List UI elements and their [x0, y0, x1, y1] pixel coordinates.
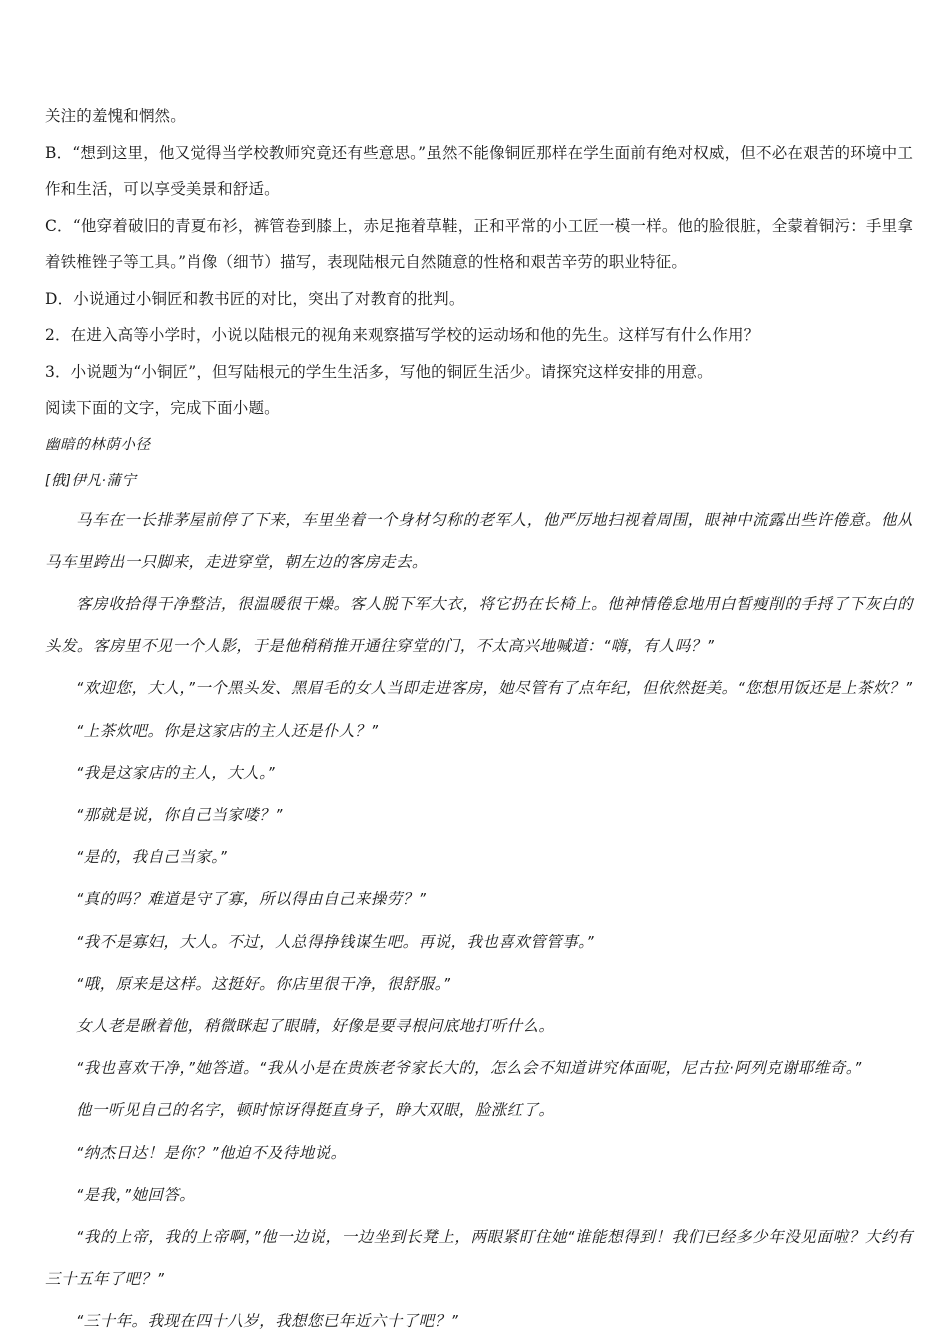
- objective-question-block: [45, 98, 913, 427]
- question-3: [45, 354, 913, 391]
- story-paragraph: “那就是说，你自己当家喽？”: [76, 805, 283, 824]
- option-b-label: B．: [45, 143, 73, 162]
- story-paragraph: “哦，原来是这样。这挺好。你店里很干净，很舒服。”: [76, 974, 451, 993]
- page-content: [45, 98, 913, 1343]
- story-paragraph: “上茶炊吧。你是这家店的主人还是仆人？”: [76, 721, 379, 740]
- question-2-number: 2．: [45, 326, 71, 344]
- question-3-number: 3．: [45, 362, 71, 381]
- story-body: [45, 499, 913, 1343]
- option-b: [45, 135, 913, 208]
- story-paragraph: 他一听见自己的名字，顿时惊讶得挺直身子，睁大双眼，脸涨红了。: [76, 1101, 555, 1120]
- story-paragraph: “是的，我自己当家。”: [76, 848, 228, 867]
- option-c-text: “他穿着破旧的青夏布衫，裤管卷到膝上，赤足拖着草鞋，正和平常的小工匠一模一样。他的脸很脏，全蒙着铜污：手里拿着铁椎锉子等工具。”肖像（细节）描写，表现陆根元自然随意的性格和艰苦辛劳的职业特征。: [45, 216, 913, 271]
- story-paragraph: “真的吗？难道是守了寡，所以得由自己来操劳？”: [76, 890, 427, 909]
- option-d-text: 小说通过小铜匠和教书匠的对比，突出了对教育的批判。: [73, 289, 465, 308]
- story-paragraph: 女人老是瞅着他，稍微眯起了眼睛，好像是要寻根问底地打听什么。: [76, 1016, 555, 1035]
- story-paragraph: 客房收拾得干净整洁，很温暖很干燥。客人脱下军大衣，将它扔在长椅上。他神情倦怠地用白皙瘦削的手捋了下灰白的头发。客房里不见一个人影，于是他稍稍推开通往穿堂的门，不太高兴地喊道：“嗨，有人吗？”: [45, 594, 913, 656]
- story-paragraph: “我不是寡妇，大人。不过，人总得挣钱谋生吧。再说，我也喜欢管管事。”: [76, 932, 594, 951]
- option-d-label: D．: [45, 289, 74, 308]
- story-paragraph: 马车在一长排茅屋前停了下来，车里坐着一个身材匀称的老军人，他严厉地扫视着周围，眼神中流露出些许倦意。他从马车里跨出一只脚来，走进穿堂，朝左边的客房走去。: [45, 510, 913, 571]
- story-paragraph: “是我，”她回答。: [76, 1185, 196, 1204]
- option-c-label: C．: [45, 216, 73, 235]
- story-paragraph: “欢迎您，大人，”一个黑头发、黑眉毛的女人当即走进客房，她尽管有了点年纪，但依然挺美。“您想用饭还是上茶炊？”: [76, 679, 913, 698]
- story-paragraph: “纳杰日达！是你？”他迫不及待地说。: [76, 1143, 347, 1162]
- story-paragraph: “三十年。我现在四十八岁，我想您已年近六十了吧？”: [76, 1312, 459, 1331]
- story-heading-block: [45, 427, 913, 499]
- story-paragraph: “我也喜欢干净，”她答道。“我从小是在贵族老爷家长大的，怎么会不知道讲究体面呢，尼古拉·阿列克谢耶维奇。”: [76, 1059, 862, 1078]
- option-b-text: “想到这里，他又觉得当学校教师究竟还有些意思。”虽然不能像铜匠那样在学生面前有绝对权威，但不必在艰苦的环境中工作和生活，可以享受美景和舒适。: [45, 143, 913, 198]
- option-d: [45, 281, 913, 318]
- question-2-text: 在进入高等小学时，小说以陆根元的视角来观察描写学校的运动场和他的先生。这样写有什么作用？: [70, 326, 760, 344]
- question-3-text: 小说题为“小铜匠”，但写陆根元的学生生活多，写他的铜匠生活少。请探究这样安排的用意。: [70, 362, 713, 381]
- story-paragraph: “我是这家店的主人，大人。”: [76, 763, 275, 782]
- story-title: 幽暗的林荫小径: [45, 436, 151, 453]
- option-c: [45, 208, 913, 281]
- story-author: [俄]伊凡·蒲宁: [45, 472, 137, 489]
- reading-prompt: 阅读下面的文字，完成下面小题。: [45, 399, 280, 417]
- story-paragraph: “我的上帝，我的上帝啊，”他一边说，一边坐到长凳上，两眼紧盯住她“谁能想得到！我们已经多少年没见面啦？大约有三十五年了吧？”: [45, 1227, 913, 1289]
- question-2: [45, 317, 913, 354]
- continuation-line: 关注的羞愧和惘然。: [45, 107, 186, 125]
